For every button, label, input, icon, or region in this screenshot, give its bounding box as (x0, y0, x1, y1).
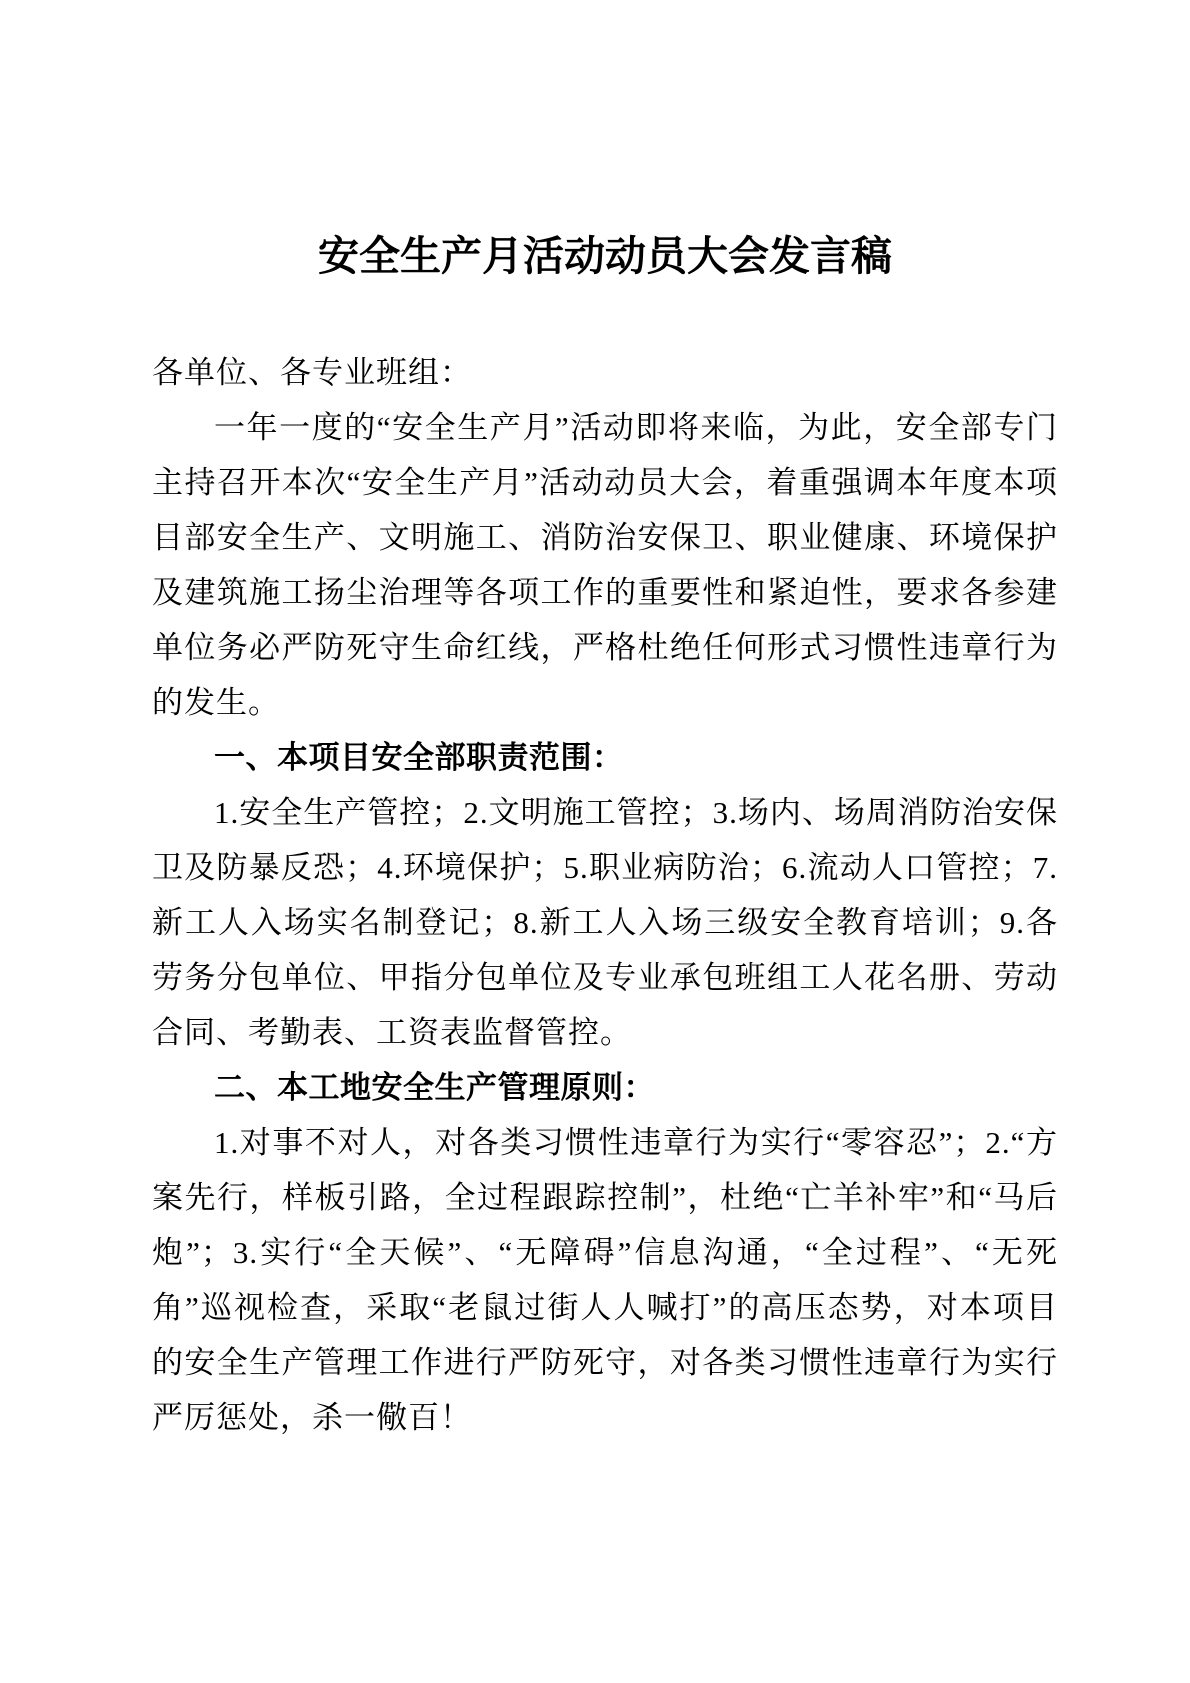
paragraph-safety-duties: 1.安全生产管控；2.文明施工管控；3.场内、场周消防治安保卫及防暴反恐；4.环境保护；5.职业病防治；6.流动人口管控；7.新工人入场实名制登记；8.新工人入场三级安全教育培训；9.各劳务分包单位、甲指分包单位及专业承包班组工人花名册、劳动合同、考勤表、工资表监督管控。 (152, 795, 1058, 1050)
paragraph-management-principles: 1.对事不对人，对各类习惯性违章行为实行“零容忍”；2.“方案先行，样板引路，全过程跟踪控制”，杜绝“亡羊补牢”和“马后炮”；3.实行“全天候”、“无障碍”信息沟通，“全过程”、“无死角”巡视检查，采取“老鼠过街人人喊打”的高压态势，对本项目的安全生产管理工作进行严防死守，对各类习惯性违章行为实行严厉惩处，杀一儆百！ (152, 1125, 1058, 1435)
salutation-line: 各单位、各专业班组： (152, 355, 472, 390)
document-title: 安全生产月活动动员大会发言稿 (318, 233, 892, 279)
section-heading-2: 二、本工地安全生产管理原则： (214, 1070, 655, 1105)
paragraph-intro: 一年一度的“安全生产月”活动即将来临，为此，安全部专门主持召开本次“安全生产月”活动动员大会，着重强调本年度本项目部安全生产、文明施工、消防治安保卫、职业健康、环境保护及建筑施工扬尘治理等各项工作的重要性和紧迫性，要求各参建单位务必严防死守生命红线，严格杜绝任何形式习惯性违章行为的发生。 (152, 410, 1058, 720)
section-heading-1: 一、本项目安全部职责范围： (214, 740, 624, 775)
